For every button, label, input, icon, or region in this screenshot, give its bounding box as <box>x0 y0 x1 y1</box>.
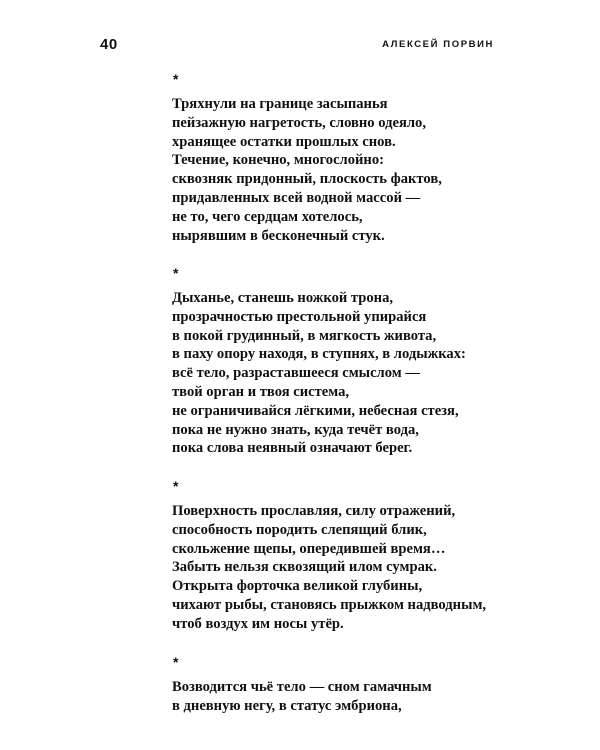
page-number: 40 <box>100 36 118 53</box>
poem-line: Течение, конечно, многослойно: <box>172 152 385 169</box>
poem-line: придавленных всей водной массой — <box>172 189 421 206</box>
poem-line: твой орган и твоя система, <box>172 383 350 400</box>
poem-separator-asterisk: * <box>173 71 179 87</box>
poem-line: в покой грудинный, в мягкость живота, <box>172 327 437 344</box>
poem-separator-asterisk: * <box>173 265 179 281</box>
poem-line: пейзажную нагретость, словно одеяло, <box>172 114 427 131</box>
poem-line: Дыханье, станешь ножкой трона, <box>172 290 394 306</box>
poem-1 <box>172 72 502 245</box>
poem-line: Возводится чьё тело — сном гамачным <box>172 679 432 695</box>
poem-line: чтоб воздух им носы утёр. <box>172 615 344 632</box>
poem-line: чихают рыбы, становясь прыжком надводным, <box>172 596 487 613</box>
poem-line: не то, чего сердцам хотелось, <box>172 208 363 225</box>
poem-line: Поверхность прославляя, силу отражений, <box>172 503 456 519</box>
poem-line: хранящее остатки прошлых снов. <box>172 133 396 150</box>
poem-line: прозрачностью престольной упирайся <box>172 308 427 325</box>
poem-line: способность породить слепящий блик, <box>172 521 427 538</box>
poem-separator-asterisk: * <box>173 654 179 670</box>
poem-4 <box>172 655 502 716</box>
poem-line: Тряхнули на границе засыпанья <box>172 96 388 112</box>
poem-line: не ограничивайся лёгкими, небесная стезя, <box>172 402 459 419</box>
poem-line: нырявшим в бесконечный стук. <box>172 227 385 244</box>
poem-line: в дневную негу, в статус эмбриона, <box>172 697 402 714</box>
poem-line: Забыть нельзя сквозящий илом сумрак. <box>172 559 437 576</box>
running-head-author: АЛЕКСЕЙ ПОРВИН <box>382 39 494 50</box>
poem-line: в паху опору находя, в ступнях, в лодыжках: <box>172 346 466 363</box>
poem-line: всё тело, разраставшееся смыслом — <box>172 365 420 382</box>
poem-line: Открыта форточка великой глубины, <box>172 578 423 595</box>
poem-line: скольжение щепы, опередившей время… <box>172 540 446 557</box>
poem-3 <box>172 479 502 634</box>
poem-line: сквозняк придонный, плоскость фактов, <box>172 171 442 188</box>
poem-line: пока не нужно знать, куда течёт вода, <box>172 421 419 438</box>
poem-line: пока слова неявный означают берег. <box>172 440 413 457</box>
poem-2 <box>172 266 502 458</box>
poem-separator-asterisk: * <box>173 478 179 494</box>
